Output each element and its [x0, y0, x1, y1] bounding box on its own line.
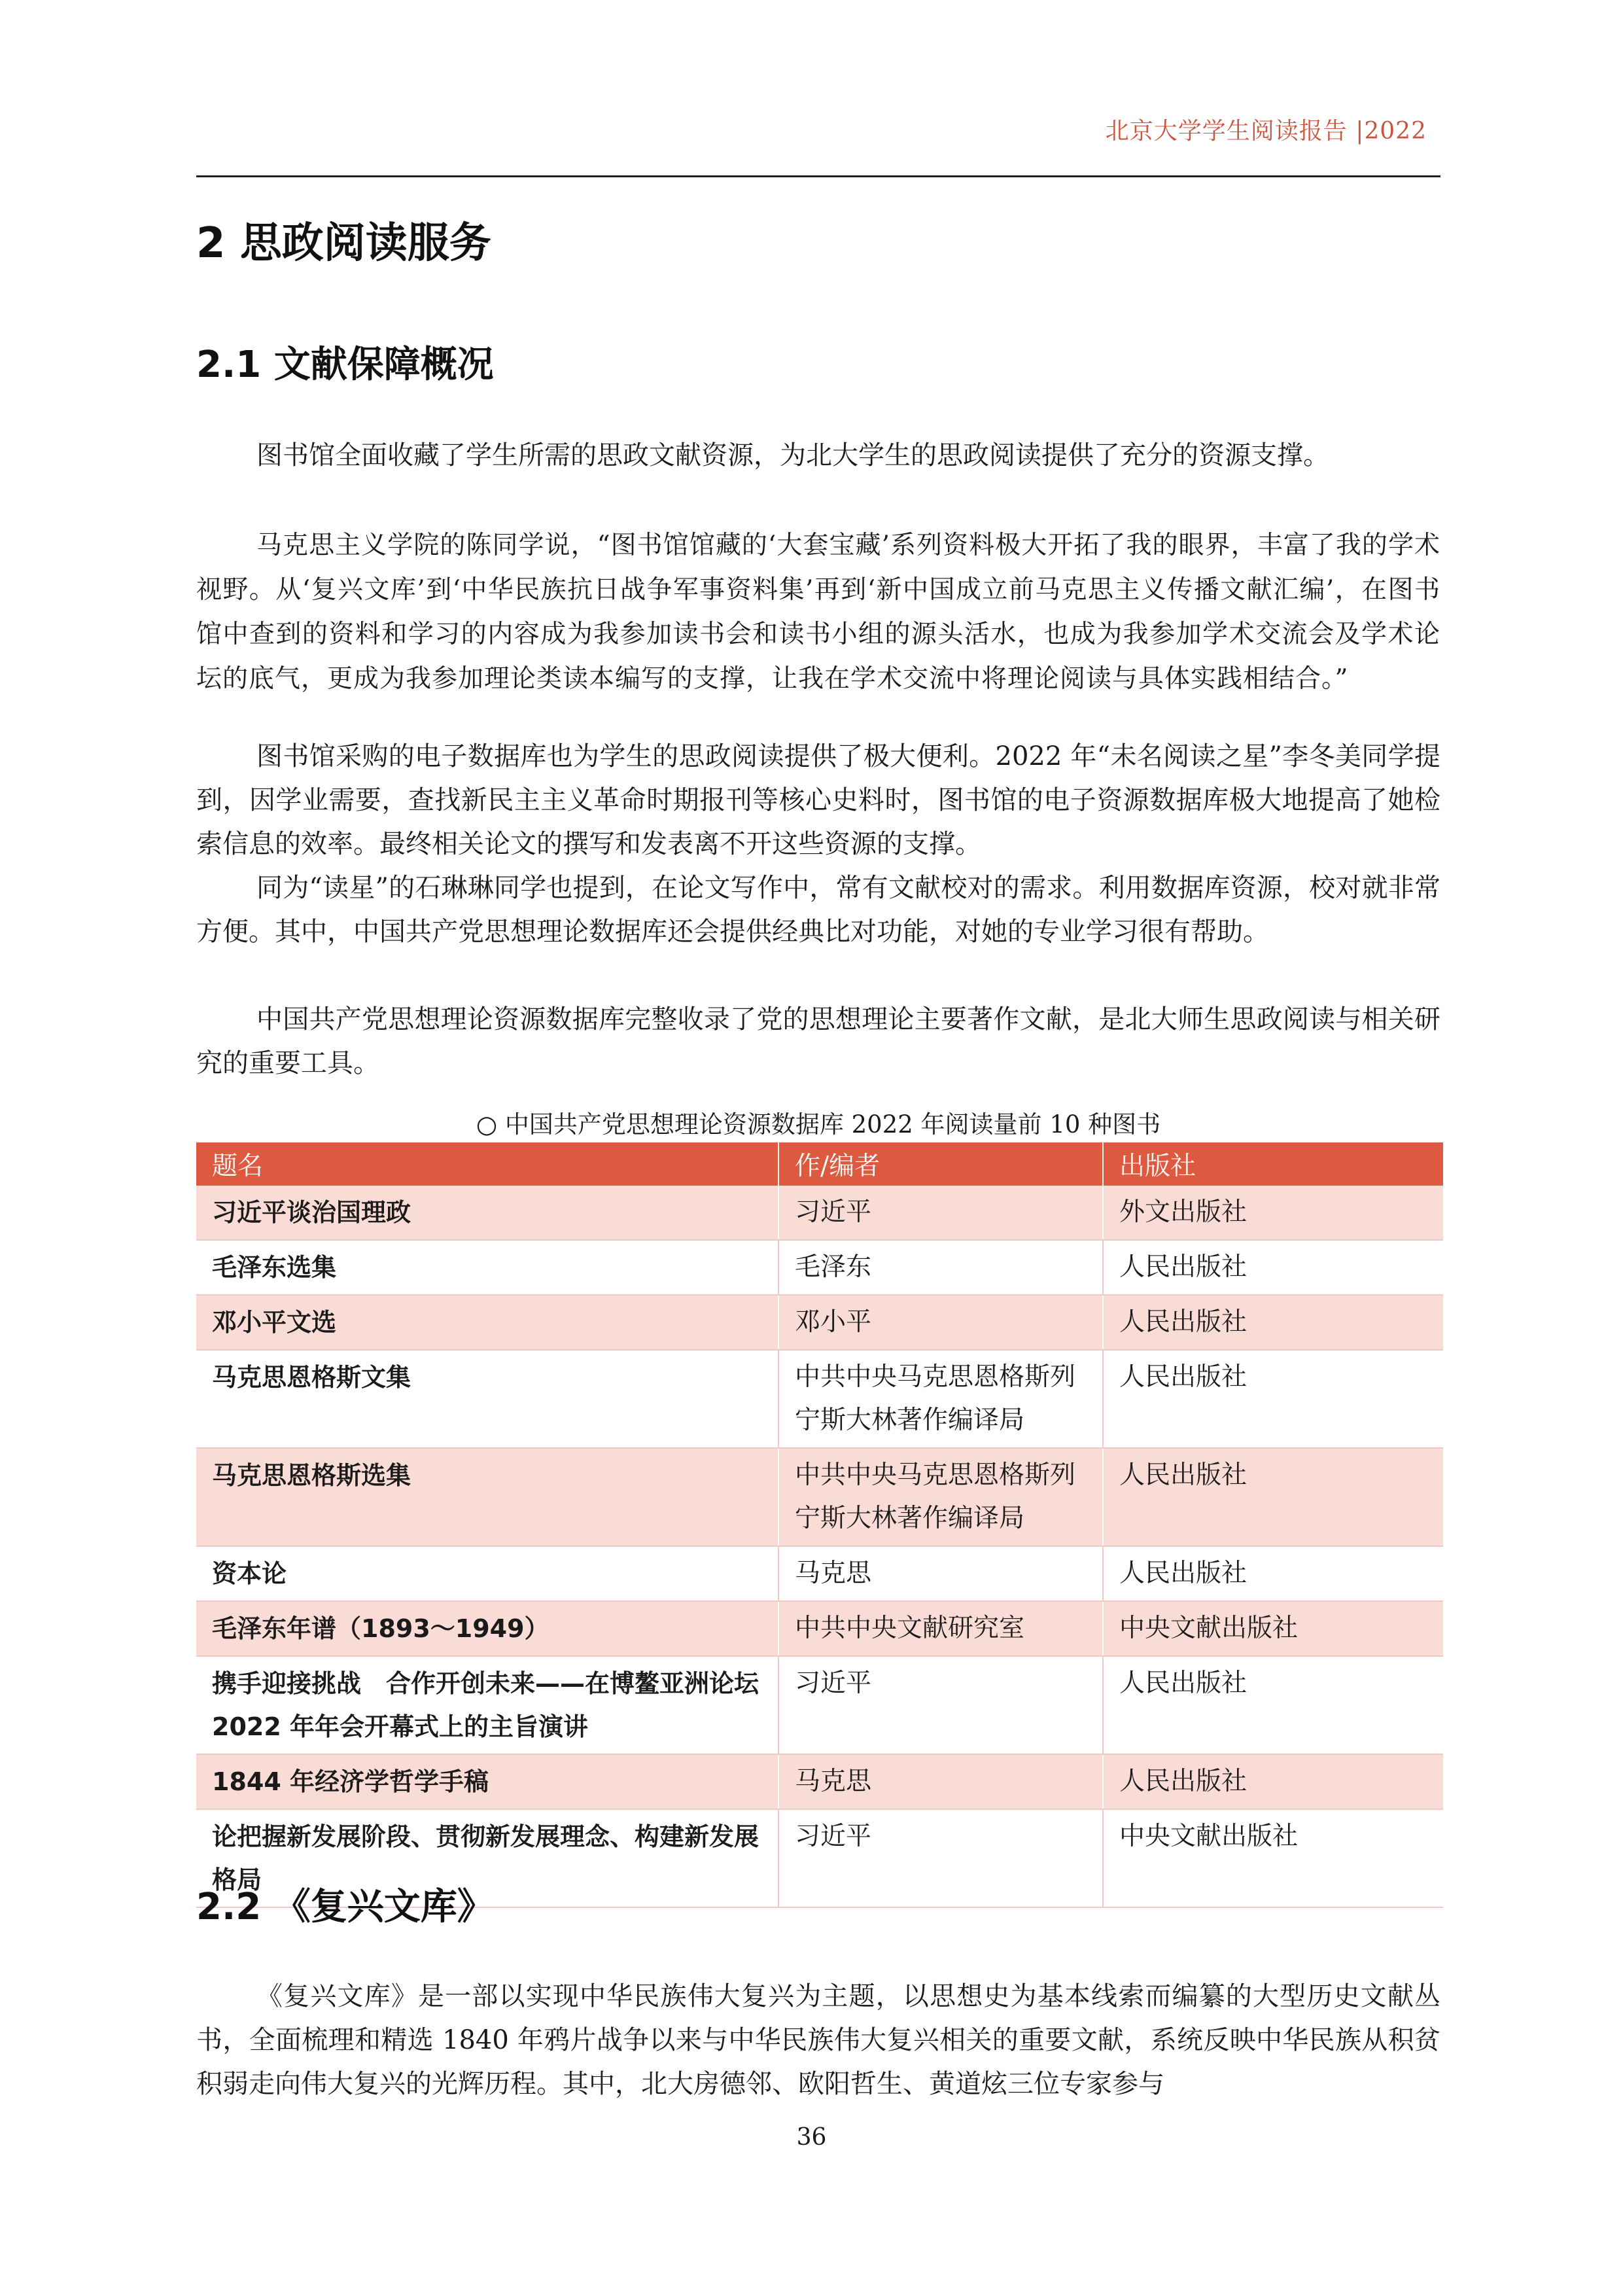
book-publisher: 人民出版社 — [1103, 1448, 1443, 1546]
book-author: 中共中央文献研究室 — [778, 1601, 1103, 1656]
book-publisher: 人民出版社 — [1103, 1546, 1443, 1601]
book-publisher: 人民出版社 — [1103, 1754, 1443, 1809]
table-row — [196, 1186, 1443, 1240]
book-publisher: 人民出版社 — [1103, 1350, 1443, 1448]
book-author: 马克思 — [778, 1754, 1103, 1809]
book-publisher: 中央文献出版社 — [1103, 1601, 1443, 1656]
book-title: 资本论 — [196, 1546, 778, 1601]
book-author: 中共中央马克思恩格斯列宁斯大林著作编译局 — [778, 1350, 1103, 1448]
running-header: 北京大学学生阅读报告 |2022 — [1105, 118, 1427, 145]
book-title: 毛泽东年谱（1893～1949） — [196, 1601, 778, 1656]
book-author: 习近平 — [778, 1186, 1103, 1240]
book-author: 毛泽东 — [778, 1240, 1103, 1295]
table-row — [196, 1240, 1443, 1295]
paragraph-quote: 马克思主义学院的陈同学说，“图书馆馆藏的‘大套宝藏’系列资料极大开拓了我的眼界，丰富了我的学术视野。从‘复兴文库’到‘中华民族抗日战争军事资料集’再到‘新中国成立前马克思主义传播文献汇编’，在图书馆中查到的资料和学习的内容成为我参加读书会和读书小组的源头活水，也成为我参加学术交流会及学术论坛的底气，更成为我参加理论类读本编写的支撑，让我在学术交流中将理论阅读与具体实践相结合。” — [196, 531, 1440, 694]
book-publisher: 外文出版社 — [1103, 1186, 1443, 1240]
section-heading: 2 思政阅读服务 — [196, 219, 491, 268]
table-row — [196, 1601, 1443, 1656]
header-author: 作/编者 — [778, 1142, 1103, 1186]
book-publisher: 中央文献出版社 — [1103, 1809, 1443, 1907]
book-author: 邓小平 — [778, 1295, 1103, 1350]
header-rule — [196, 175, 1440, 177]
book-title: 毛泽东选集 — [196, 1240, 778, 1295]
paragraph-4: 同为“读星”的石琳琳同学也提到，在论文写作中，常有文献校对的需求。利用数据库资源，校对就非常方便。其中，中国共产党思想理论数据库还会提供经典比对功能，对她的专业学习很有帮助。 — [196, 873, 1440, 947]
table-row — [196, 1295, 1443, 1350]
book-title: 邓小平文选 — [196, 1295, 778, 1350]
book-author: 马克思 — [778, 1546, 1103, 1601]
paragraph-3: 图书馆采购的电子数据库也为学生的思政阅读提供了极大便利。2022 年“未名阅读之星”李冬美同学提到，因学业需要，查找新民主主义革命时期报刊等核心史料时，图书馆的电子资源数据库极大地提高了她检索信息的效率。最终相关论文的撰写和发表离不开这些资源的支撑。 — [196, 741, 1440, 859]
paragraph-fuxing: 《复兴文库》是一部以实现中华民族伟大复兴为主题，以思想史为基本线索而编纂的大型历史文献丛书，全面梳理和精选 1840 年鸦片战争以来与中华民族伟大复兴相关的重要文献，系统反映中华民族从积贫积弱走向伟大复兴的光辉历程。其中，北大房德邻、欧阳哲生、黄道炫三位专家参与 — [196, 1981, 1440, 2099]
page-number: 36 — [796, 2124, 827, 2151]
book-title: 携手迎接挑战 合作开创未来——在博鳌亚洲论坛 2022 年年会开幕式上的主旨演讲 — [196, 1656, 778, 1754]
header-title: 题名 — [196, 1142, 778, 1186]
book-publisher: 人民出版社 — [1103, 1295, 1443, 1350]
book-title: 马克思恩格斯选集 — [196, 1448, 778, 1546]
book-publisher: 人民出版社 — [1103, 1656, 1443, 1754]
table-row — [196, 1754, 1443, 1809]
book-title: 习近平谈治国理政 — [196, 1186, 778, 1240]
book-author: 中共中央马克思恩格斯列宁斯大林著作编译局 — [778, 1448, 1103, 1546]
header-publisher: 出版社 — [1103, 1142, 1443, 1186]
table-row — [196, 1546, 1443, 1601]
book-author: 习近平 — [778, 1809, 1103, 1907]
book-author: 习近平 — [778, 1656, 1103, 1754]
book-title: 马克思恩格斯文集 — [196, 1350, 778, 1448]
table-row — [196, 1656, 1443, 1754]
table-row — [196, 1350, 1443, 1448]
subsection-heading-2-2: 2.2 《复兴文库》 — [196, 1886, 494, 1928]
book-title: 1844 年经济学哲学手稿 — [196, 1754, 778, 1809]
paragraph-5: 中国共产党思想理论资源数据库完整收录了党的思想理论主要著作文献，是北大师生思政阅读与相关研究的重要工具。 — [196, 1004, 1440, 1078]
paragraph-1: 图书馆全面收藏了学生所需的思政文献资源，为北大学生的思政阅读提供了充分的资源支撑。 — [256, 440, 1329, 470]
table-caption: ○ 中国共产党思想理论资源数据库 2022 年阅读量前 10 种图书 — [476, 1110, 1161, 1139]
top-books-table — [196, 1142, 1443, 1908]
table-header-row — [196, 1142, 1443, 1186]
book-publisher: 人民出版社 — [1103, 1240, 1443, 1295]
book-title: 论把握新发展阶段、贯彻新发展理念、构建新发展格局 — [196, 1809, 778, 1907]
table-row — [196, 1448, 1443, 1546]
subsection-heading-2-1: 2.1 文献保障概况 — [196, 344, 494, 386]
